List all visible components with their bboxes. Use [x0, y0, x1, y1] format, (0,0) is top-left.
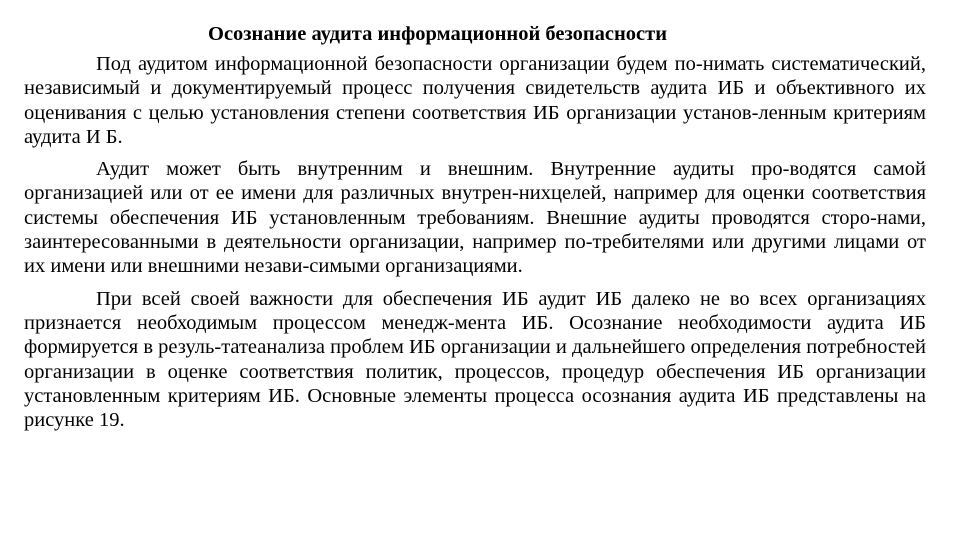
- paragraph-audit-definition: Под аудитом информационной безопасности организации будем по-нимать систематический, независимый и документируемый процесс получения свидетельств аудита ИБ и объективного их оценивания с целью установления степени соответствия ИБ организации установ-ленным критериям аудита И Б.: [24, 53, 926, 148]
- paragraph-internal-external-audit: Аудит может быть внутренним и внешним. Внутренние аудиты про-водятся самой организацией или от ее имени для различных внутрен-нихцелей, например для оценки соответствия системы обеспечения ИБ установленным требованиям. Внешние аудиты проводятся сторо-нами, заинтересованными в деятельности организации, например по-требителями или другими лицами от их имени или внешними незави-симыми организациями.: [24, 158, 926, 278]
- paragraph-audit-awareness: При всей своей важности для обеспечения ИБ аудит ИБ далеко не во всех организациях признается необходимым процессом менедж-мента ИБ. Осознание необходимости аудита ИБ формируется в резуль-татеанализа проблем ИБ организации и дальнейшего определения потребностей организации в оценке соответствия политик, процессов, процедур обеспечения ИБ организации установленным критериям ИБ. Основные элементы процесса осознания аудита ИБ представлены на рисунке 19.: [24, 287, 926, 432]
- page-title: Осознание аудита информационной безопасности: [208, 23, 668, 45]
- document-page: [24, 22, 926, 440]
